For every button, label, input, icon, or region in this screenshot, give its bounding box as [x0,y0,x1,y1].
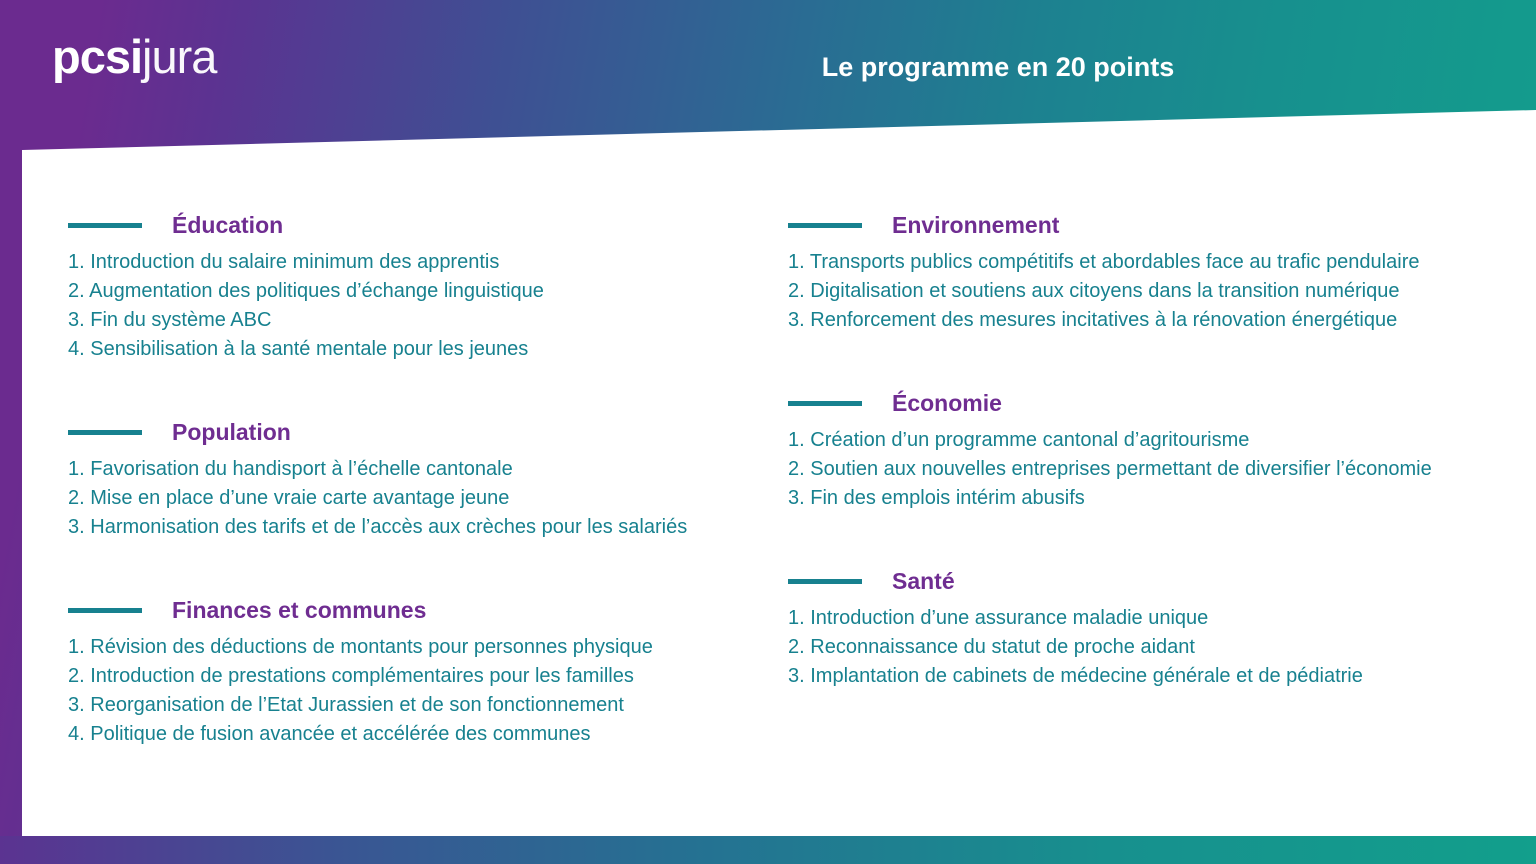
section-header [788,212,1536,239]
bottom-gradient-bar [0,836,1536,864]
list-item: Révision des déductions de montants pour personnes physique [90,636,653,658]
list-item: Transports publics compétitifs et abordables face au trafic pendulaire [809,251,1420,273]
section-list [788,426,1536,513]
list-item: Introduction du salaire minimum des apprentis [90,251,500,273]
section-education [68,212,768,364]
section-header [68,212,768,239]
section-list [68,248,768,364]
section-header [788,390,1536,417]
section-header [68,419,768,446]
list-item: Introduction d’une assurance maladie unique [810,607,1209,629]
section-sante [788,568,1536,691]
list-item: Renforcement des mesures incitatives à la rénovation énergétique [810,309,1398,331]
content-columns [0,212,1536,749]
section-environnement [788,212,1536,335]
section-economie [788,390,1536,513]
list-item: Reconnaissance du statut de proche aidant [810,636,1195,658]
list-item: Digitalisation et soutiens aux citoyens dans la transition numérique [810,280,1400,302]
section-title: Finances et communes [172,597,427,623]
list-item: Reorganisation de l’Etat Jurassien et de son fonctionnement [90,694,624,716]
section-header [68,597,768,624]
section-finances-et-communes [68,597,768,749]
list-item: Mise en place d’une vraie carte avantage jeune [90,487,510,509]
section-title: Population [172,419,291,445]
section-list [68,455,768,542]
list-item: Implantation de cabinets de médecine générale et de pédiatrie [810,665,1363,687]
rule-icon [788,223,862,228]
list-item: Création d’un programme cantonal d’agritourisme [810,429,1250,451]
section-list [68,633,768,749]
list-item: Politique de fusion avancée et accélérée des communes [90,723,591,745]
section-title: Économie [892,390,1002,416]
rule-icon [68,608,142,613]
list-item: Sensibilisation à la santé mentale pour les jeunes [90,338,529,360]
list-item: Augmentation des politiques d’échange linguistique [89,280,544,302]
section-title: Environnement [892,212,1060,238]
list-item: Fin des emplois intérim abusifs [810,487,1085,509]
list-item: Favorisation du handisport à l’échelle cantonale [90,458,513,480]
rule-icon [788,579,862,584]
rule-icon [68,430,142,435]
list-item: Introduction de prestations complémentaires pour les familles [90,665,634,687]
rule-icon [788,401,862,406]
section-population [68,419,768,542]
section-title: Santé [892,568,955,594]
rule-icon [68,223,142,228]
logo-bold-text: pcsi [52,30,143,83]
list-item: Soutien aux nouvelles entreprises permettant de diversifier l’économie [810,458,1432,480]
section-list [788,248,1536,335]
column-right [768,212,1536,749]
list-item: Fin du système ABC [90,309,272,331]
page-title: Le programme en 20 points [821,52,1175,82]
section-header [788,568,1536,595]
column-left [0,212,768,749]
section-title: Éducation [172,212,284,238]
list-item: Harmonisation des tarifs et de l’accès aux crèches pour les salariés [90,516,688,538]
logo-light-text: jura [142,30,217,83]
section-list [788,604,1536,691]
